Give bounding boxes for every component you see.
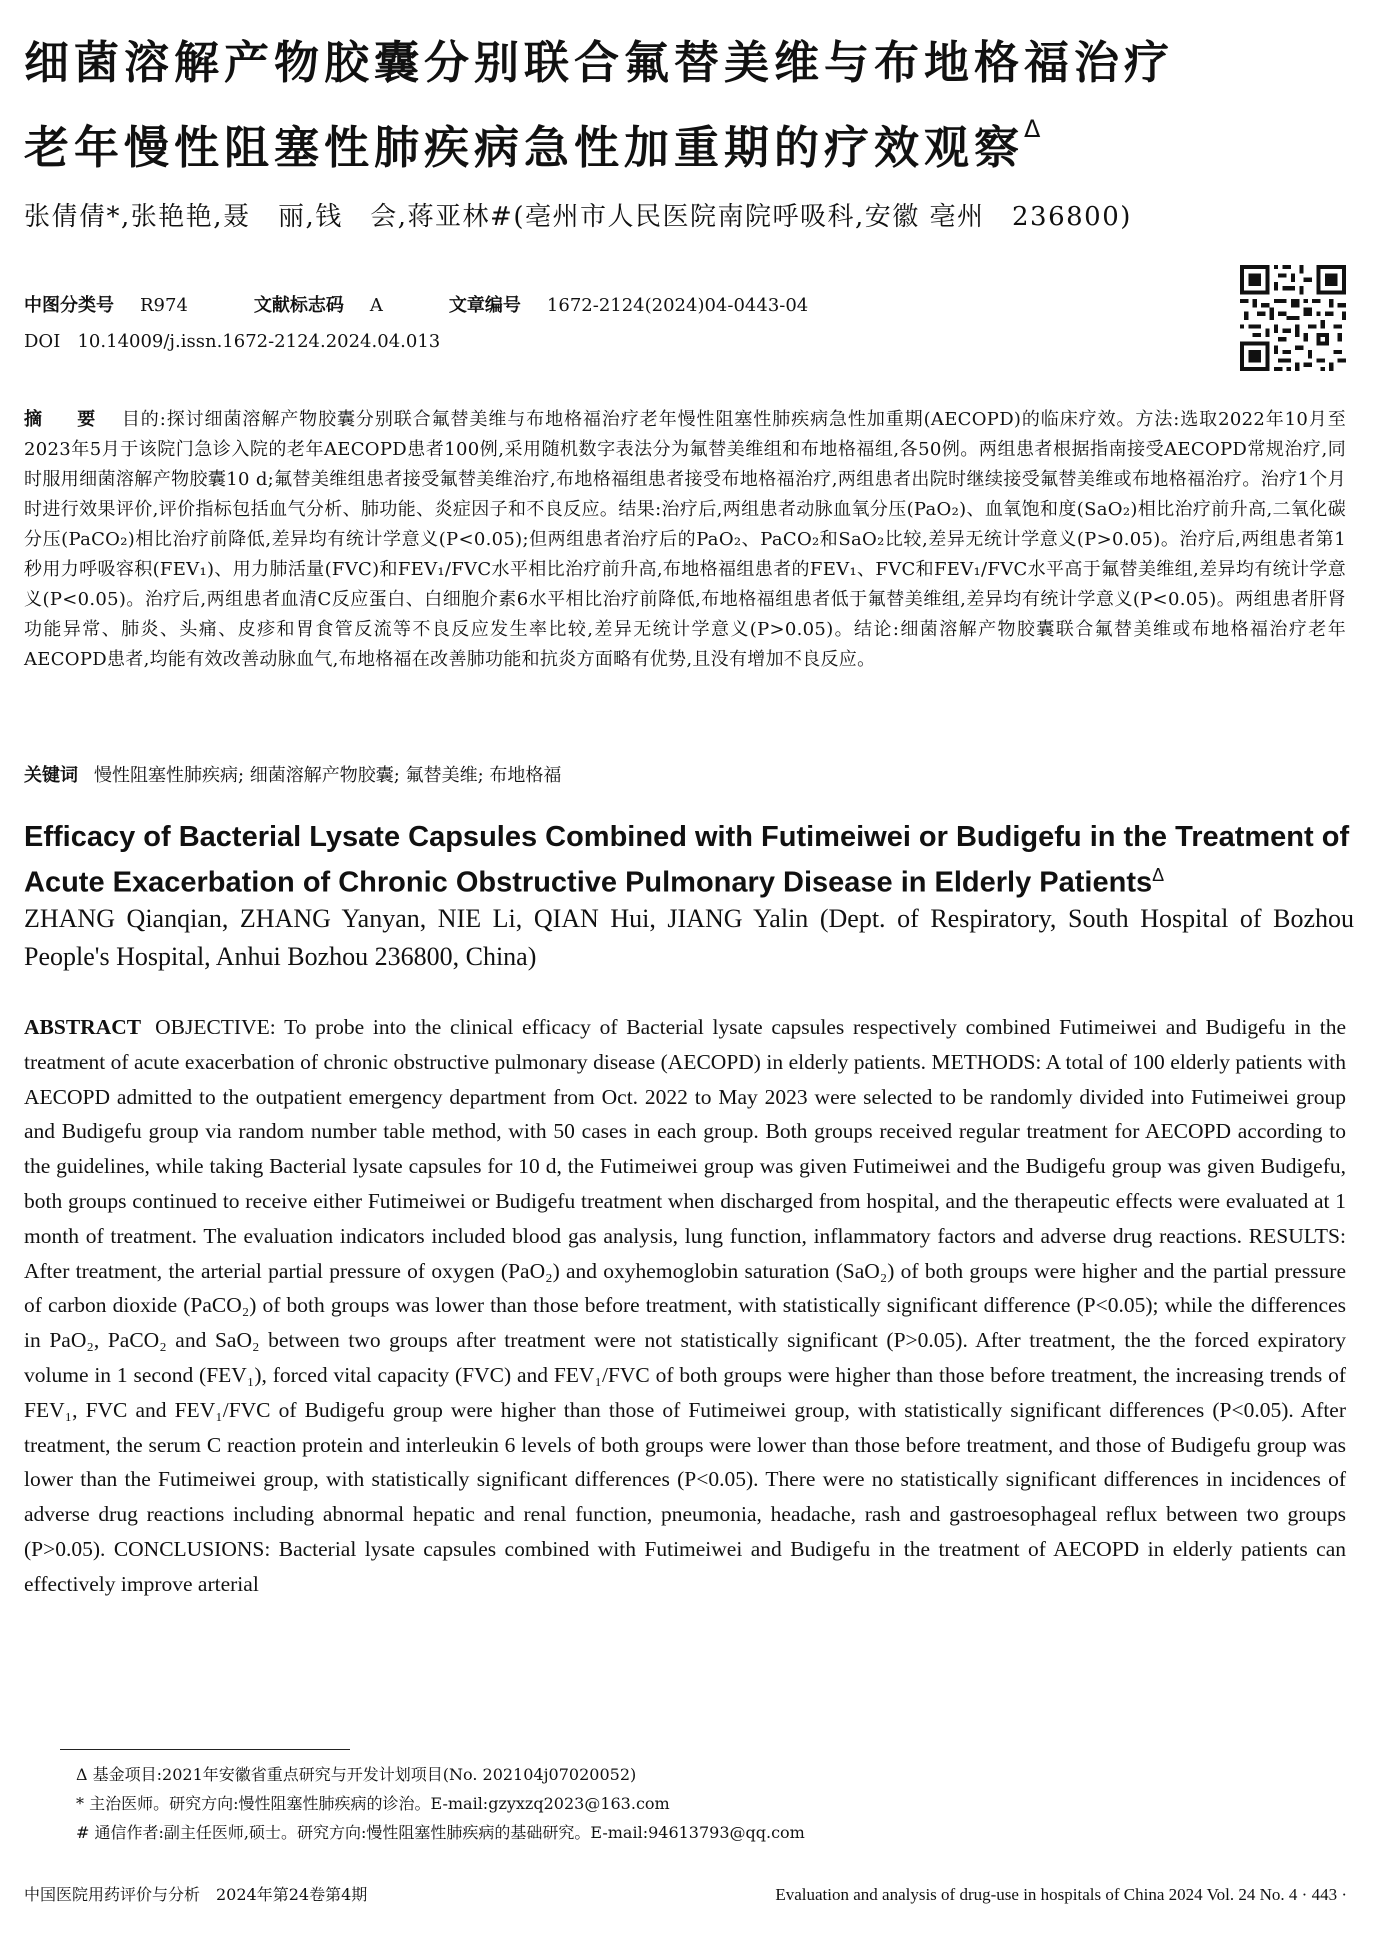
chinese-abstract-label: 摘 要 [24, 409, 104, 430]
qr-code-icon[interactable] [1240, 265, 1346, 371]
footnote-divider [60, 1749, 350, 1750]
clc-label: 中图分类号 [24, 295, 114, 316]
chinese-keywords-label: 关键词 [24, 765, 78, 786]
chinese-title-line-2: 老年慢性阻塞性肺疾病急性加重期的疗效观察 [24, 121, 1025, 174]
english-fund-mark: Δ [1152, 865, 1165, 885]
article-metadata [24, 293, 1224, 319]
english-abstract [24, 1010, 1346, 1602]
english-title-text: Efficacy of Bacterial Lysate Capsules Combined with Futimeiwei or Budigefu in the Treatment of Acute Exacerbation of Chronic Obstructive Pulmonary Disease in Elderly Patients [24, 821, 1350, 899]
chinese-abstract-text: 目的:探讨细菌溶解产物胶囊分别联合氟替美维与布地格福治疗老年慢性阻塞性肺疾病急性加重期(AECOPD)的临床疗效。方法:选取2022年10月至2023年5月于该院门急诊入院的老年AECOPD患者100例,采用随机数字表法分为氟替美维组和布地格福组,各50例。两组患者根据指南接受AECOPD常规治疗,同时服用细菌溶解产物胶囊10 d;氟替美维组患者接受氟替美维治疗,布地格福组患者接受布地格福治疗,两组患者出院时继续接受氟替美维或布地格福治疗。治疗1个月时进行效果评价,评价指标包括血气分析、肺功能、炎症因子和不良反应。结果:治疗后,两组患者动脉血氧分压(PaO₂)、血氧饱和度(SaO₂)相比治疗前升高,二氧化碳分压(PaCO₂)相比治疗前降低,差异均有统计学意义(P<0.05);但两组患者治疗后的PaO₂、PaCO₂和SaO₂比较,差异无统计学意义(P>0.05)。治疗后,两组患者第1秒用力呼吸容积(FEV₁)、用力肺活量(FVC)和FEV₁/FVC水平相比治疗前升高,布地格福组患者的FEV₁、FVC和FEV₁/FVC水平高于氟替美维组,差异均有统计学意义(P<0.05)。治疗后,两组患者血清C反应蛋白、白细胞介素6水平相比治疗前降低,布地格福组患者低于氟替美维组,差异均有统计学意义(P<0.05)。两组患者肝肾功能异常、肺炎、头痛、皮疹和胃食管反流等不良反应发生率比较,差异无统计学意义(P>0.05)。结论:细菌溶解产物胶囊联合氟替美维或布地格福治疗老年AECOPD患者,均能有效改善动脉血气,布地格福在改善肺功能和抗炎方面略有优势,且没有增加不良反应。 [24, 409, 1346, 670]
article-number-value: 1672-2124(2024)04-0443-04 [546, 295, 809, 316]
chinese-keywords [24, 762, 1346, 790]
document-code-value: A [369, 295, 383, 316]
english-abstract-text: OBJECTIVE: To probe into the clinical efficacy of Bacterial lysate capsules respectively combined Futimeiwei and Budigefu in the treatment of acute exacerbation of chronic obstructive pulmonary disease (AECOPD) in elderly patients. METHODS: A total of 100 elderly patients with AECOPD admitted to the outpatient emergency department from Oct. 2022 to May 2023 were selected to be randomly divided into Futimeiwei group and Budigefu group via random number table method, with 50 cases in each group. Both groups received regular treatment for AECOPD according to the guidelines, while taking Bacterial lysate capsules for 10 d, the Futimeiwei group was given Futimeiwei and the Budigefu group was given Budigefu, both groups continued to receive either Futimeiwei or Budigefu treatment when discharged from hospital, and the therapeutic effects were evaluated at 1 month of treatment. The evaluation indicators included blood gas analysis, lung function, inflammatory factors and adverse drug reactions. RESULTS: After treatment, the arterial partial pressure of oxygen (PaO₂) and oxyhemoglobin saturation (SaO₂) of both groups were higher and the partial pressure of carbon dioxide (PaCO₂) of both groups was lower than those before treatment, with statistically significant difference (P<0.05); while the differences in PaO₂, PaCO₂ and SaO₂ between two groups after treatment were not statistically significant (P>0.05). After treatment, the the forced expiratory volume in 1 second (FEV₁), forced vital capacity (FVC) and FEV₁/FVC of both groups were higher than those before treatment, the increasing trends of FEV₁, FVC and FEV₁/FVC of Budigefu group were higher than those of Futimeiwei group, with statistically significant differences (P<0.05). After treatment, the serum C reaction protein and interleukin 6 levels of both groups were lower than those before treatment, and those of Budigefu group was lower than the Futimeiwei group, with statistically significant differences (P<0.05). There were no statistically significant differences in incidences of adverse drug reactions including abnormal hepatic and renal function, pneumonia, headache, rash and gastroesophageal reflux between two groups (P>0.05). CONCLUSIONS: Bacterial lysate capsules combined with Futimeiwei and Budigefu in the treatment of AECOPD in elderly patients can effectively improve arterial [24, 1015, 1346, 1596]
english-authors: ZHANG Qianqian, ZHANG Yanyan, NIE Li, QIAN Hui, JIANG Yalin (Dept. of Respiratory, South Hospital of Bozhou People's Hospital, Anhui Bozhou 236800, China) [24, 904, 1354, 971]
chinese-title [24, 30, 1354, 181]
chinese-authors: 张倩倩*,张艳艳,聂 丽,钱 会,蒋亚林#(亳州市人民医院南院呼吸科,安徽 亳州 236800) [24, 202, 1132, 232]
article-number-label: 文章编号 [448, 295, 521, 316]
chinese-title-line-1: 细菌溶解产物胶囊分别联合氟替美维与布地格福治疗 [24, 36, 1175, 89]
journal-footer-cn: 中国医院用药评价与分析 2024年第24卷第4期 [24, 1885, 368, 1904]
journal-footer-en: Evaluation and analysis of drug-use in hospitals of China 2024 Vol. 24 No. 4 · 443 · [775, 1885, 1347, 1904]
footnote-first-author: * 主治医师。研究方向:慢性阻塞性肺疾病的诊治。E-mail:gzyxzq2023@163.com [76, 1794, 670, 1813]
clc-value: R974 [140, 295, 188, 316]
english-abstract-label: ABSTRACT [24, 1015, 142, 1039]
fund-mark: Δ [1024, 115, 1041, 143]
english-title [24, 818, 1354, 902]
footnotes [76, 1760, 1346, 1847]
chinese-abstract [24, 405, 1346, 675]
chinese-keywords-text: 慢性阻塞性肺疾病; 细菌溶解产物胶囊; 氟替美维; 布地格福 [94, 765, 562, 786]
doi-label: DOI [24, 331, 61, 352]
doi-line [24, 329, 1224, 355]
document-code-label: 文献标志码 [253, 295, 344, 316]
doi-link[interactable]: 10.14009/j.issn.1672-2124.2024.04.013 [77, 331, 441, 352]
footnote-fund: Δ 基金项目:2021年安徽省重点研究与开发计划项目(No. 202104j07020052) [76, 1765, 637, 1784]
footnote-corresponding-author: # 通信作者:副主任医师,硕士。研究方向:慢性阻塞性肺疾病的基础研究。E-mail:94613793@qq.com [76, 1823, 805, 1842]
